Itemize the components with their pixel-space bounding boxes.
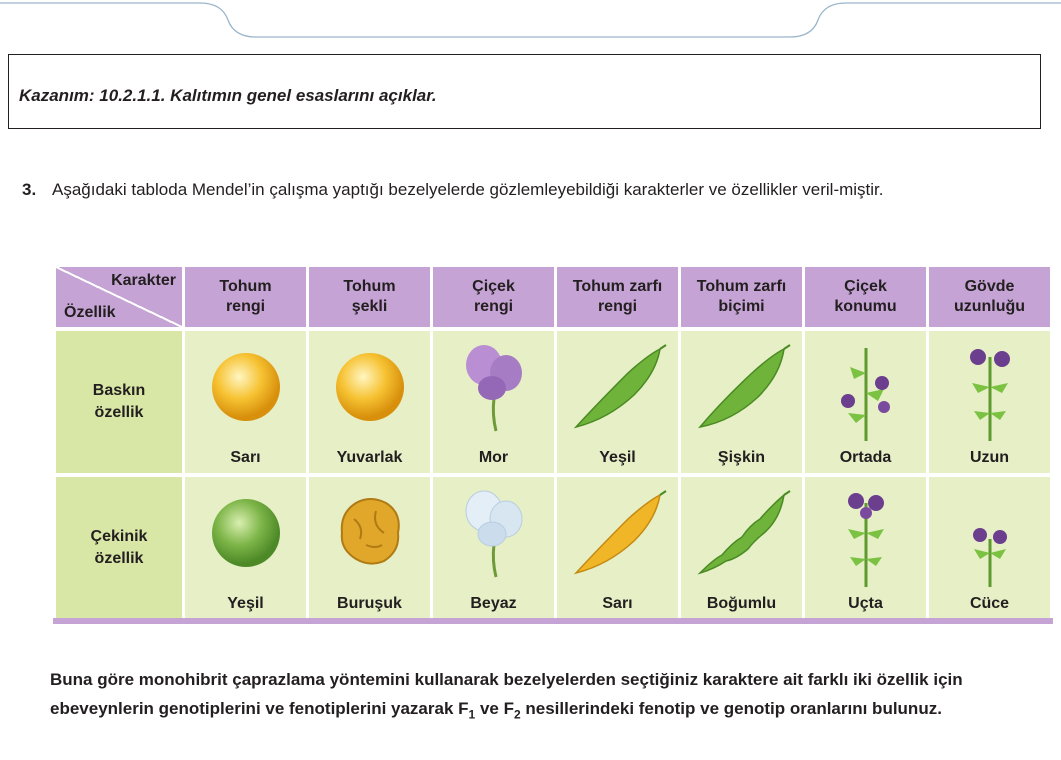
learning-outcome-text: Kazanım: 10.2.1.1. Kalıtımın genel esaslarını açıklar. [19, 86, 437, 105]
learning-outcome-box [8, 54, 1041, 129]
question-text: Aşağıdaki tabloda Mendel’in çalışma yaptığı bezelyelerde gözlemleyebildiği karakterler ve özellikler veril-miştir. [52, 180, 884, 199]
round-seed-icon [330, 343, 410, 423]
white-flower-icon [454, 489, 534, 579]
question-number: 3. [22, 180, 37, 199]
mendel-traits-table [53, 267, 1053, 623]
header-cicek-rengi: Çiçek rengi [433, 267, 554, 331]
top-decorative-line [0, 0, 1061, 40]
row-label-recessive: Çekinik özellik [56, 477, 182, 623]
tall-plant-icon [950, 343, 1030, 443]
inflated-pod-icon [692, 343, 792, 433]
cell-mor-flower: Mor [433, 331, 554, 477]
cell-yesil-seed: Yeşil [185, 477, 306, 623]
yellow-seed-icon [206, 343, 286, 423]
corner-label-karakter: Karakter [111, 272, 176, 289]
header-tohum-zarfi-rengi: Tohum zarfı rengi [557, 267, 678, 331]
cell-yuvarlak-seed: Yuvarlak [309, 331, 430, 477]
green-seed-icon [206, 489, 286, 569]
wrinkled-seed-icon [330, 489, 410, 569]
axial-flower-plant-icon [826, 343, 906, 443]
cell-siskin-pod: Şişkin [681, 331, 802, 477]
constricted-pod-icon [692, 489, 792, 579]
table-corner-cell [56, 267, 182, 331]
terminal-flower-plant-icon [826, 489, 906, 589]
cell-beyaz-flower: Beyaz [433, 477, 554, 623]
table-bottom-bar [53, 618, 1053, 624]
header-cicek-konumu: Çiçek konumu [805, 267, 926, 331]
header-govde-uzunlugu: Gövde uzunluğu [929, 267, 1050, 331]
table-row-recessive [56, 477, 1050, 623]
table-header-row [56, 267, 1050, 331]
corner-label-ozellik: Özellik [64, 304, 116, 321]
cell-yesil-pod: Yeşil [557, 331, 678, 477]
task-instruction: Buna göre monohibrit çaprazlama yöntemini kullanarak bezelyelerden seçtiğiniz karaktere ait farklı iki özellik için ebeveynlerin genotiplerini ve fenotiplerini yazarak $F_1$ ve $F_2$ nesillerindeki fenotip ve genotip oranlarını bulunuz. [50, 670, 963, 722]
cell-burusuk-seed: Buruşuk [309, 477, 430, 623]
cell-cuce-plant: Cüce [929, 477, 1050, 623]
header-tohum-rengi: Tohum rengi [185, 267, 306, 331]
cell-sari-pod: Sarı [557, 477, 678, 623]
purple-flower-icon [454, 343, 534, 433]
yellow-pod-icon [568, 489, 668, 579]
green-pod-icon [568, 343, 668, 433]
cell-bogumlu-pod: Boğumlu [681, 477, 802, 623]
cell-sari-seed: Sarı [185, 331, 306, 477]
cell-uzun-plant: Uzun [929, 331, 1050, 477]
row-label-dominant: Baskın özellik [56, 331, 182, 477]
header-tohum-sekli: Tohum şekli [309, 267, 430, 331]
header-tohum-zarfi-bicimi: Tohum zarfı biçimi [681, 267, 802, 331]
table-row-dominant [56, 331, 1050, 477]
cell-ortada-plant: Ortada [805, 331, 926, 477]
cell-ucta-plant: Uçta [805, 477, 926, 623]
dwarf-plant-icon [950, 489, 1030, 589]
